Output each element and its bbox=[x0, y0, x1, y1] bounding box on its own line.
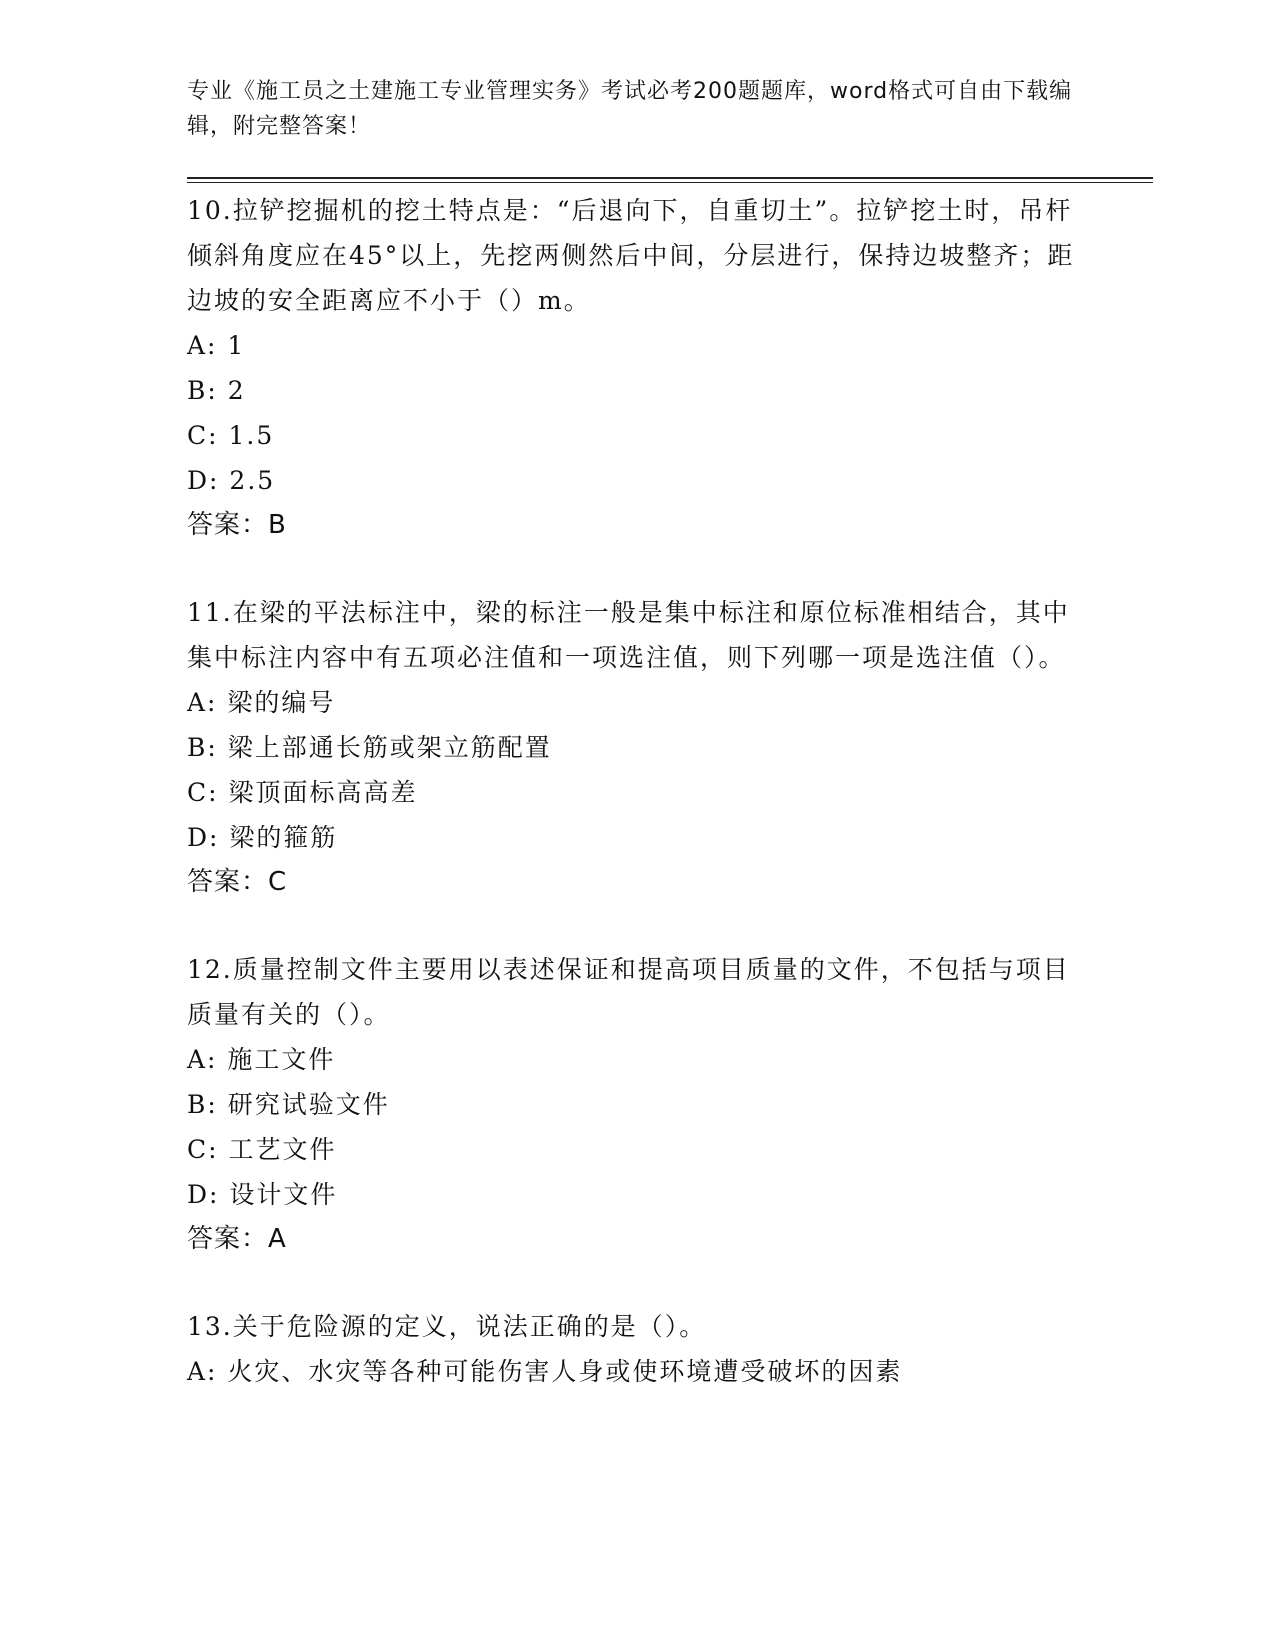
question-text: 11.在梁的平法标注中，梁的标注一般是集中标注和原位标准相结合，其中集中标注内容中有五项必注值和一项选注值，则下列哪一项是选注值（）。 bbox=[187, 598, 1070, 672]
header-divider bbox=[187, 177, 1153, 183]
option-c: C: 1.5 bbox=[187, 421, 275, 450]
question-text: 12.质量控制文件主要用以表述保证和提高项目质量的文件，不包括与项目质量有关的（）。 bbox=[187, 955, 1070, 1029]
option-a: A: 梁的编号 bbox=[187, 688, 336, 717]
option-b: B: 2 bbox=[187, 376, 246, 405]
answer: 答案：A bbox=[187, 1224, 287, 1254]
option-b: B: 研究试验文件 bbox=[187, 1090, 390, 1119]
option-a: A: 施工文件 bbox=[187, 1045, 336, 1074]
option-a: A: 火灾、水灾等各种可能伤害人身或使环境遭受破坏的因素 bbox=[187, 1357, 903, 1386]
answer: 答案：C bbox=[187, 867, 288, 897]
question-text: 10.拉铲挖掘机的挖土特点是：“后退向下，自重切土”。拉铲挖土时，吊杆倾斜角度应在45°以上，先挖两侧然后中间，分层进行，保持边坡整齐；距边坡的安全距离应不小于（）m。 bbox=[187, 196, 1075, 315]
question-text: 13.关于危险源的定义，说法正确的是（）。 bbox=[187, 1312, 707, 1341]
option-b: B: 梁上部通长筋或架立筋配置 bbox=[187, 733, 552, 762]
answer: 答案：B bbox=[187, 510, 287, 540]
option-a: A: 1 bbox=[187, 331, 246, 360]
option-c: C: 工艺文件 bbox=[187, 1135, 337, 1164]
option-d: D: 梁的箍筋 bbox=[187, 823, 338, 852]
option-d: D: 2.5 bbox=[187, 466, 276, 495]
question-13 bbox=[187, 1304, 1087, 1394]
document-header: 专业《施工员之土建施工专业管理实务》考试必考200题题库，word格式可自由下载编辑，附完整答案！ bbox=[187, 79, 1073, 139]
question-list bbox=[187, 188, 1087, 1436]
option-c: C: 梁顶面标高高差 bbox=[187, 778, 418, 807]
question-10 bbox=[187, 188, 1087, 548]
question-11 bbox=[187, 590, 1087, 905]
option-d: D: 设计文件 bbox=[187, 1180, 338, 1209]
question-12 bbox=[187, 947, 1087, 1262]
